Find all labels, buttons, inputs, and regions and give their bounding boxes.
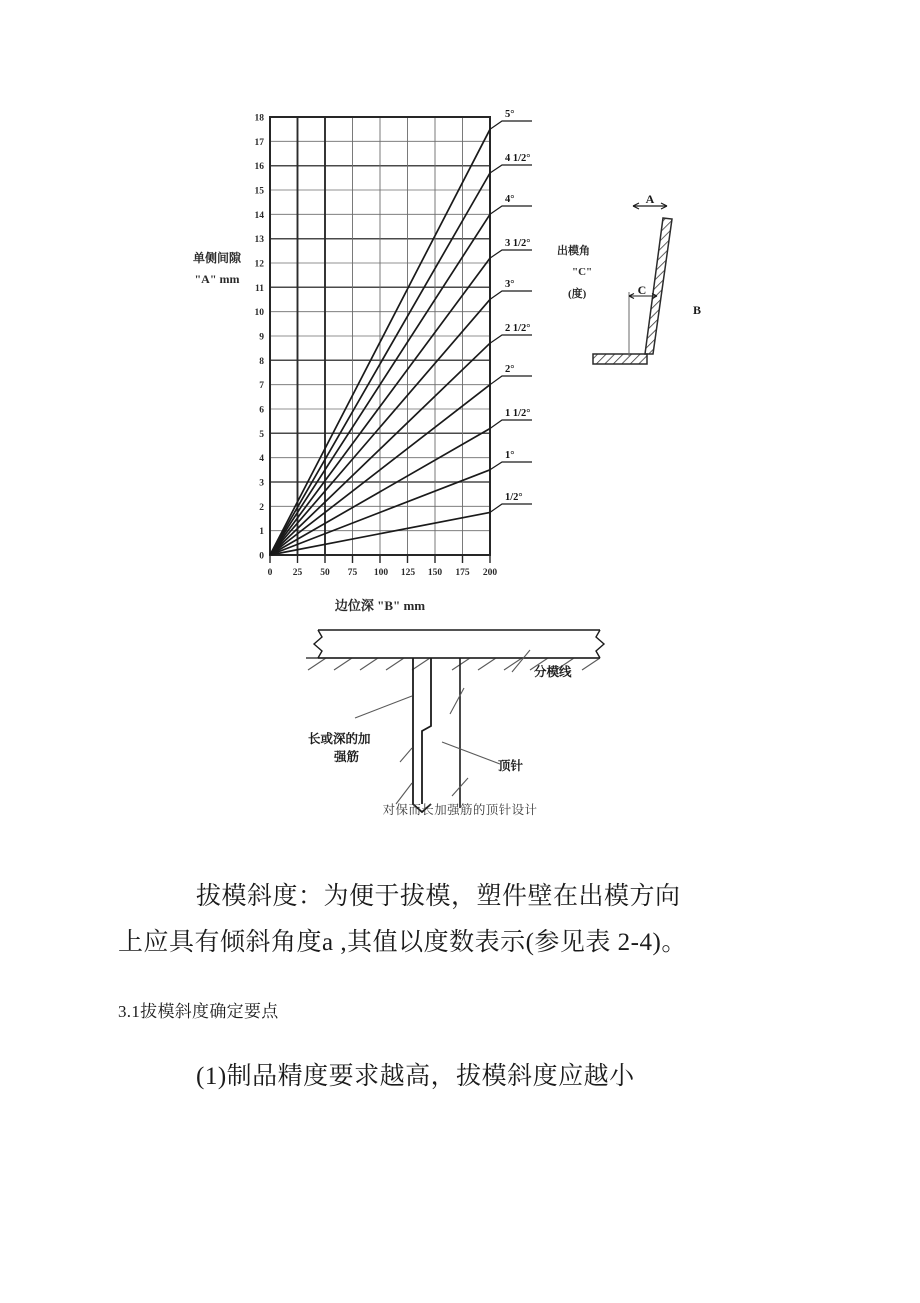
dimension-c-label: C: [637, 283, 647, 297]
y-tick-12: 12: [254, 259, 264, 270]
right-axis-title-line2: "C": [572, 266, 593, 278]
angle-label-0_5deg: 1/2°: [505, 492, 523, 503]
parting-line-leader: [512, 650, 530, 672]
list-item-1: (1)制品精度要求越高，拔模斜度应越小: [196, 1063, 635, 1090]
body-text-block: [0, 880, 920, 1094]
rib-leader-lines: [355, 696, 412, 804]
angle-label-1_5deg: 1 1/2°: [505, 408, 531, 419]
tapered-wall: [645, 218, 672, 354]
chart-angle-labels: [505, 109, 531, 503]
y-axis-title-line2: "A" mm: [194, 272, 240, 286]
x-tick-200: 200: [482, 568, 498, 578]
y-tick-1: 1: [259, 527, 264, 538]
section-heading-3-1: 3.1拔模斜度确定要点: [118, 1002, 279, 1021]
chart-y-ticks: [255, 114, 265, 562]
angle-label-2deg: 2°: [505, 364, 515, 375]
bottom-flange: [593, 354, 647, 364]
y-tick-5: 5: [259, 429, 264, 440]
right-axis-title-line1: 出模角: [557, 245, 590, 257]
parting-line-label: 分模线: [534, 665, 572, 679]
x-tick-150: 150: [427, 568, 443, 578]
figure-caption: 对保而长加强筋的顶针设计: [382, 803, 538, 817]
chart-x-tickmarks: [270, 555, 490, 563]
dimension-a-label: A: [645, 192, 655, 206]
x-tick-75: 75: [347, 568, 358, 578]
ejector-leader-lines: [442, 688, 500, 796]
x-tick-175: 175: [455, 568, 470, 578]
y-tick-18: 18: [254, 113, 264, 124]
x-tick-25: 25: [292, 568, 303, 578]
draft-angle-nomograph: [180, 105, 640, 625]
angle-label-3deg: 3°: [505, 279, 515, 290]
y-tick-7: 7: [259, 381, 264, 392]
rib-label-line1: 长或深的加: [308, 732, 371, 746]
angle-label-4_5deg: 4 1/2°: [505, 153, 531, 164]
x-axis-title: 边位深 "B" mm: [334, 598, 426, 613]
rib-ejector-diagram: [300, 618, 620, 818]
y-tick-13: 13: [254, 235, 264, 246]
right-axis-title-line3: (度): [568, 288, 587, 300]
angle-label-1deg: 1°: [505, 450, 515, 461]
paragraph-draft-definition-line1: 拔模斜度：为便于拔模，塑件壁在出模方向: [196, 883, 681, 910]
y-axis-title-line1: 单侧间隙: [192, 251, 242, 265]
angle-label-2_5deg: 2 1/2°: [505, 323, 531, 334]
y-axis-title: [193, 250, 242, 286]
draft-angle-diagram-svg: [585, 188, 725, 403]
chart-x-ticks: [268, 568, 498, 578]
y-tick-6: 6: [259, 405, 264, 416]
y-tick-15: 15: [254, 186, 264, 197]
rib-label-line2: 强筋: [334, 750, 360, 764]
y-tick-9: 9: [259, 332, 264, 343]
rib-ejector-diagram-svg: [300, 618, 620, 818]
y-tick-4: 4: [259, 454, 264, 465]
y-tick-10: 10: [254, 308, 264, 319]
angle-label-5deg: 5°: [505, 109, 515, 120]
y-tick-0: 0: [259, 551, 264, 562]
y-tick-3: 3: [259, 478, 264, 489]
angle-label-4deg: 4°: [505, 194, 515, 205]
y-tick-17: 17: [254, 137, 264, 148]
x-tick-125: 125: [400, 568, 416, 578]
y-tick-16: 16: [254, 162, 264, 173]
rib-outline: [413, 658, 431, 812]
ejector-pin-label: 顶针: [498, 759, 524, 773]
paragraph-draft-definition-line2: 上应具有倾斜角度a ,其值以度数表示(参见表 2-4)。: [118, 929, 687, 956]
draft-angle-diagram: [585, 188, 725, 403]
dimension-b-label: B: [692, 303, 702, 317]
y-tick-14: 14: [254, 210, 264, 221]
y-tick-11: 11: [255, 283, 264, 294]
y-tick-8: 8: [259, 356, 264, 367]
x-tick-0: 0: [267, 568, 273, 578]
angle-label-3_5deg: 3 1/2°: [505, 238, 531, 249]
part-wall-slab: [314, 630, 604, 658]
x-tick-100: 100: [373, 568, 389, 578]
x-tick-50: 50: [320, 568, 330, 578]
nomograph-svg: [180, 105, 640, 625]
y-tick-2: 2: [259, 502, 264, 513]
